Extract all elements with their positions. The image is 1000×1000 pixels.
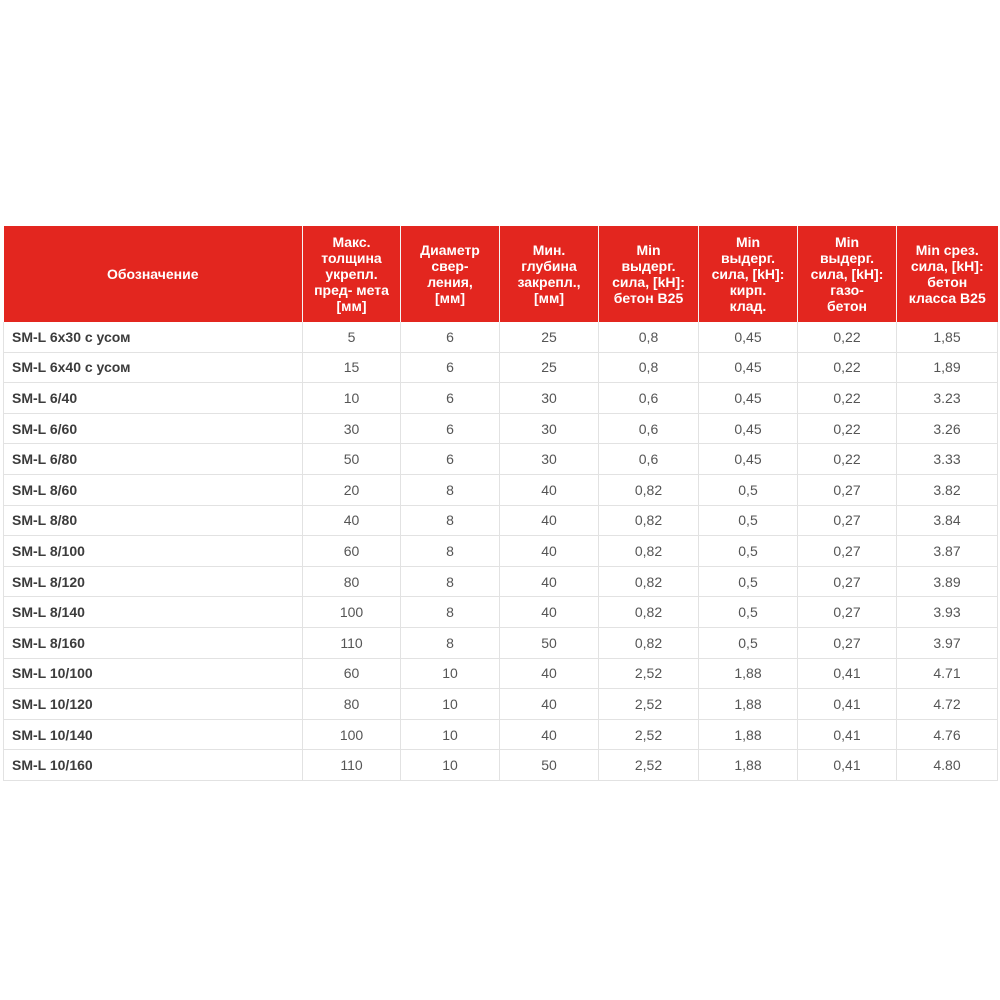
- table-cell: 2,52: [599, 719, 699, 750]
- table-cell: 0,5: [699, 505, 798, 536]
- row-designation: SM-L 6х30 с усом: [4, 322, 303, 352]
- table-header: [4, 226, 998, 322]
- table-body: [4, 322, 998, 780]
- table-cell: 30: [500, 444, 599, 475]
- table-cell: 25: [500, 352, 599, 383]
- column-header-line: класса В25: [908, 290, 986, 306]
- table-cell: 0,5: [699, 597, 798, 628]
- table-cell: 4.80: [897, 750, 998, 781]
- row-designation: SM-L 6/40: [4, 383, 303, 414]
- row-designation: SM-L 6/80: [4, 444, 303, 475]
- column-header-line: сила, [kH]:: [612, 274, 685, 290]
- table-cell: 4.72: [897, 689, 998, 720]
- table-cell: 2,52: [599, 750, 699, 781]
- table-cell: 0,45: [699, 352, 798, 383]
- table-cell: 3.89: [897, 566, 998, 597]
- table-row: [4, 719, 998, 750]
- table-cell: 0,27: [798, 627, 897, 658]
- column-header-line: сила, [kH]:: [810, 266, 884, 282]
- table-cell: 8: [401, 474, 500, 505]
- table-cell: 50: [303, 444, 401, 475]
- table-cell: 1,88: [699, 658, 798, 689]
- table-cell: 4.71: [897, 658, 998, 689]
- row-designation: SM-L 10/120: [4, 689, 303, 720]
- table-cell: 40: [500, 505, 599, 536]
- row-designation: SM-L 10/100: [4, 658, 303, 689]
- table-cell: 40: [500, 719, 599, 750]
- column-header-line: клад.: [729, 298, 767, 314]
- column-header-pullout-aerated: [798, 226, 897, 322]
- table-cell: 40: [500, 536, 599, 567]
- column-header-line: ления,: [427, 274, 473, 290]
- row-designation: SM-L 8/60: [4, 474, 303, 505]
- table-cell: 0,82: [599, 505, 699, 536]
- column-header-line: Мин.: [532, 242, 566, 258]
- table-cell: 0,5: [699, 536, 798, 567]
- table-cell: 100: [303, 719, 401, 750]
- table-cell: 0,45: [699, 444, 798, 475]
- table-cell: 0,82: [599, 566, 699, 597]
- table-cell: 60: [303, 658, 401, 689]
- table-cell: 110: [303, 750, 401, 781]
- table-cell: 0,41: [798, 689, 897, 720]
- table-cell: 0,41: [798, 719, 897, 750]
- column-header-line: выдерг.: [720, 250, 776, 266]
- column-header-min-depth: [500, 226, 599, 322]
- table-cell: 10: [401, 719, 500, 750]
- column-header-line: [мм]: [336, 298, 367, 314]
- table-cell: 0,45: [699, 383, 798, 414]
- table-cell: 40: [500, 658, 599, 689]
- column-header-designation: [4, 226, 303, 322]
- table-cell: 8: [401, 627, 500, 658]
- table-row: [4, 750, 998, 781]
- table-cell: 1,88: [699, 750, 798, 781]
- table-cell: 0,27: [798, 597, 897, 628]
- table-cell: 0,27: [798, 505, 897, 536]
- table-cell: 0,5: [699, 474, 798, 505]
- table-row: [4, 383, 998, 414]
- column-header-line: толщина: [321, 250, 382, 266]
- table-cell: 3.84: [897, 505, 998, 536]
- row-designation: SM-L 10/140: [4, 719, 303, 750]
- table-cell: 0,22: [798, 322, 897, 352]
- table-cell: 4.76: [897, 719, 998, 750]
- table-cell: 6: [401, 444, 500, 475]
- table-cell: 0,6: [599, 383, 699, 414]
- table-cell: 0,22: [798, 352, 897, 383]
- table-row: [4, 352, 998, 383]
- column-header-line: Min срез.: [915, 242, 979, 258]
- column-header-line: свер-: [431, 258, 469, 274]
- row-designation: SM-L 8/120: [4, 566, 303, 597]
- table-cell: 80: [303, 689, 401, 720]
- column-header-line: сила, [kH]:: [910, 258, 984, 274]
- row-designation: SM-L 8/100: [4, 536, 303, 567]
- table-cell: 10: [401, 658, 500, 689]
- table-cell: 40: [500, 566, 599, 597]
- table-cell: 8: [401, 505, 500, 536]
- table-row: [4, 597, 998, 628]
- table-cell: 0,5: [699, 566, 798, 597]
- table-row: [4, 444, 998, 475]
- table-row: [4, 505, 998, 536]
- table-cell: 3.33: [897, 444, 998, 475]
- row-designation: SM-L 8/80: [4, 505, 303, 536]
- table-cell: 30: [303, 413, 401, 444]
- column-header-line: укрепл.: [325, 266, 378, 282]
- column-header-shear-concrete: [897, 226, 998, 322]
- table-cell: 0,27: [798, 566, 897, 597]
- table-cell: 60: [303, 536, 401, 567]
- table-cell: 0,27: [798, 474, 897, 505]
- row-designation: SM-L 8/140: [4, 597, 303, 628]
- table-cell: 40: [303, 505, 401, 536]
- table-cell: 15: [303, 352, 401, 383]
- table-cell: 0,82: [599, 536, 699, 567]
- column-header-line: закрепл.,: [517, 274, 581, 290]
- table-cell: 100: [303, 597, 401, 628]
- table-cell: 3.97: [897, 627, 998, 658]
- table-cell: 1,89: [897, 352, 998, 383]
- table-row: [4, 689, 998, 720]
- table-cell: 1,88: [699, 689, 798, 720]
- column-header-line: [мм]: [434, 290, 466, 306]
- table-cell: 10: [401, 750, 500, 781]
- table-cell: 8: [401, 597, 500, 628]
- column-header-line: Макс.: [332, 234, 371, 250]
- table-cell: 30: [500, 383, 599, 414]
- table-cell: 6: [401, 352, 500, 383]
- row-designation: SM-L 6/60: [4, 413, 303, 444]
- column-header-line: глубина: [521, 258, 577, 274]
- table-cell: 8: [401, 566, 500, 597]
- table-cell: 40: [500, 597, 599, 628]
- table-cell: 0,5: [699, 627, 798, 658]
- table-cell: 0,6: [599, 413, 699, 444]
- table-cell: 10: [303, 383, 401, 414]
- table-cell: 0,41: [798, 750, 897, 781]
- table-row: [4, 322, 998, 352]
- table-row: [4, 627, 998, 658]
- column-header-line: Диаметр: [420, 242, 480, 258]
- table-cell: 2,52: [599, 689, 699, 720]
- table-cell: 25: [500, 322, 599, 352]
- table-cell: 3.23: [897, 383, 998, 414]
- table-cell: 10: [401, 689, 500, 720]
- spec-table: [3, 226, 998, 781]
- table-cell: 3.93: [897, 597, 998, 628]
- table-cell: 0,22: [798, 383, 897, 414]
- column-header-line: бетон: [827, 298, 867, 314]
- table-cell: 0,82: [599, 627, 699, 658]
- column-header-line: Обозначение: [106, 266, 199, 282]
- column-header-line: выдерг.: [819, 250, 875, 266]
- table-cell: 6: [401, 383, 500, 414]
- table-cell: 3.26: [897, 413, 998, 444]
- table-row: [4, 536, 998, 567]
- table-cell: 0,45: [699, 413, 798, 444]
- table-cell: 2,52: [599, 658, 699, 689]
- table-cell: 40: [500, 689, 599, 720]
- table-cell: 0,22: [798, 444, 897, 475]
- table-cell: 0,8: [599, 322, 699, 352]
- table-cell: 8: [401, 536, 500, 567]
- table-cell: 110: [303, 627, 401, 658]
- table-cell: 30: [500, 413, 599, 444]
- table-cell: 0,41: [798, 658, 897, 689]
- table-row: [4, 658, 998, 689]
- column-header-line: выдерг.: [621, 258, 676, 274]
- table-cell: 1,85: [897, 322, 998, 352]
- table-cell: 0,6: [599, 444, 699, 475]
- header-row: [4, 226, 998, 322]
- table-row: [4, 566, 998, 597]
- column-header-drill-diameter: [401, 226, 500, 322]
- row-designation: SM-L 10/160: [4, 750, 303, 781]
- column-header-line: сила, [kH]:: [711, 266, 785, 282]
- column-header-line: бетон В25: [613, 290, 684, 306]
- row-designation: SM-L 6х40 с усом: [4, 352, 303, 383]
- column-header-line: Min: [834, 234, 860, 250]
- column-header-line: бетон: [927, 274, 968, 290]
- table-cell: 5: [303, 322, 401, 352]
- column-header-line: кирп.: [729, 282, 767, 298]
- table-cell: 0,45: [699, 322, 798, 352]
- column-header-pullout-concrete: [599, 226, 699, 322]
- table-cell: 1,88: [699, 719, 798, 750]
- column-header-max-thickness: [303, 226, 401, 322]
- row-designation: SM-L 8/160: [4, 627, 303, 658]
- table-cell: 6: [401, 322, 500, 352]
- table-cell: 0,22: [798, 413, 897, 444]
- column-header-line: Min: [636, 242, 661, 258]
- table-cell: 50: [500, 750, 599, 781]
- column-header-line: газо-: [830, 282, 864, 298]
- table-cell: 6: [401, 413, 500, 444]
- column-header-line: пред- мета: [314, 282, 389, 298]
- table-cell: 0,27: [798, 536, 897, 567]
- column-header-pullout-brick: [699, 226, 798, 322]
- table-cell: 3.82: [897, 474, 998, 505]
- table-cell: 0,8: [599, 352, 699, 383]
- table-cell: 40: [500, 474, 599, 505]
- table-cell: 80: [303, 566, 401, 597]
- table-cell: 0,82: [599, 474, 699, 505]
- column-header-line: [мм]: [533, 290, 565, 306]
- table-row: [4, 474, 998, 505]
- table-cell: 50: [500, 627, 599, 658]
- table-cell: 20: [303, 474, 401, 505]
- table-cell: 3.87: [897, 536, 998, 567]
- table-row: [4, 413, 998, 444]
- column-header-line: Min: [735, 234, 761, 250]
- table-cell: 0,82: [599, 597, 699, 628]
